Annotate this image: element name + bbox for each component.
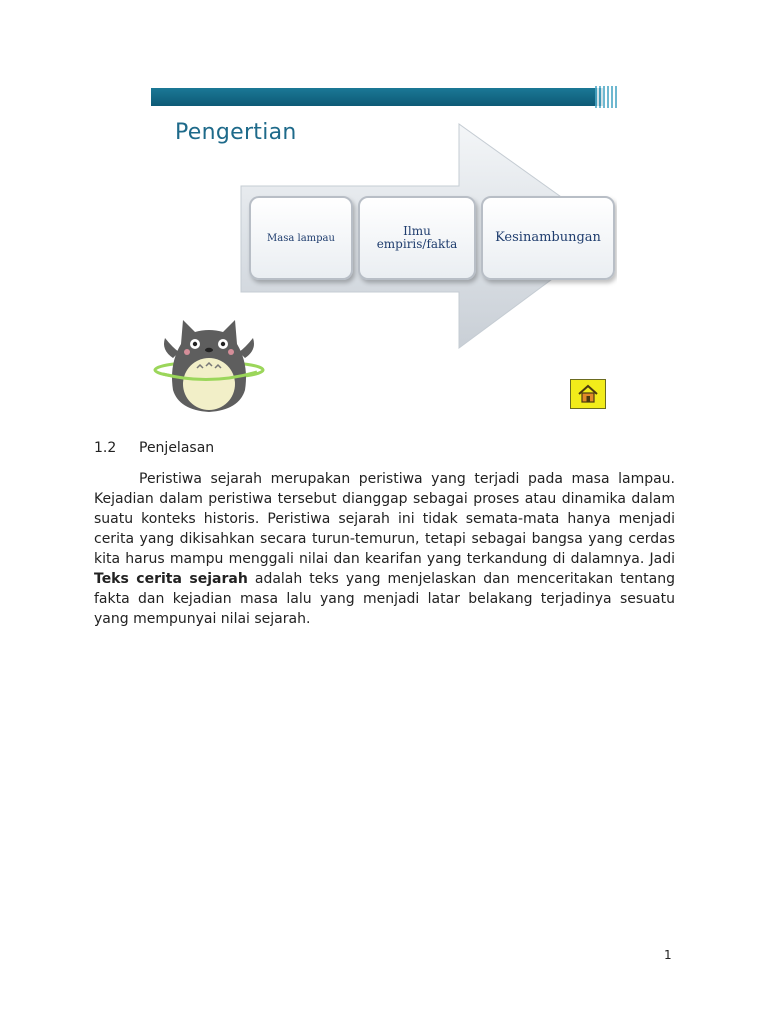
section-number: 1.2 <box>94 440 117 456</box>
slide-title: Pengertian <box>175 120 297 145</box>
paragraph-text-start: Peristiwa sejarah merupakan peristiwa yang terjadi pada masa lampau. Kejadian dalam peristiwa tersebut dianggap sebagai proses atau dinamika dalam suatu konteks historis. Peristiwa sejarah ini tidak semata-mata hanya menjadi cerita yang dikisahkan secara turun-temurun, tetapi sebagai bangsa yang cerdas kita harus mampu menggali nilai dan kearifan yang terkandung di dalamnya. Jadi <box>94 471 675 567</box>
home-button[interactable] <box>570 379 606 409</box>
flow-box-ilmu-line1: Ilmu <box>403 223 431 238</box>
flow-box-masa-lampau: Masa lampau <box>249 196 353 280</box>
totoro-hula-hoop-icon <box>153 314 273 414</box>
flow-box-ilmu-empiris <box>358 196 476 280</box>
flow-box-ilmu-line2: empiris/fakta <box>376 237 458 251</box>
flow-box-kesinambungan: Kesinambungan <box>481 196 615 280</box>
page-number: 1 <box>664 948 672 962</box>
section-title: Penjelasan <box>139 440 215 456</box>
paragraph-bold-term: Teks cerita sejarah <box>94 571 248 587</box>
section-heading <box>94 440 214 456</box>
body-paragraph <box>94 469 675 629</box>
slide-image <box>151 86 617 414</box>
paragraph-text-end: adalah teks yang menjelaskan dan menceritakan tentang fakta dan kejadian masa lalu yang menjadi latar belakang terjadinya sesuatu yang mempunyai nilai sejarah. <box>94 571 675 627</box>
home-icon <box>577 384 599 404</box>
